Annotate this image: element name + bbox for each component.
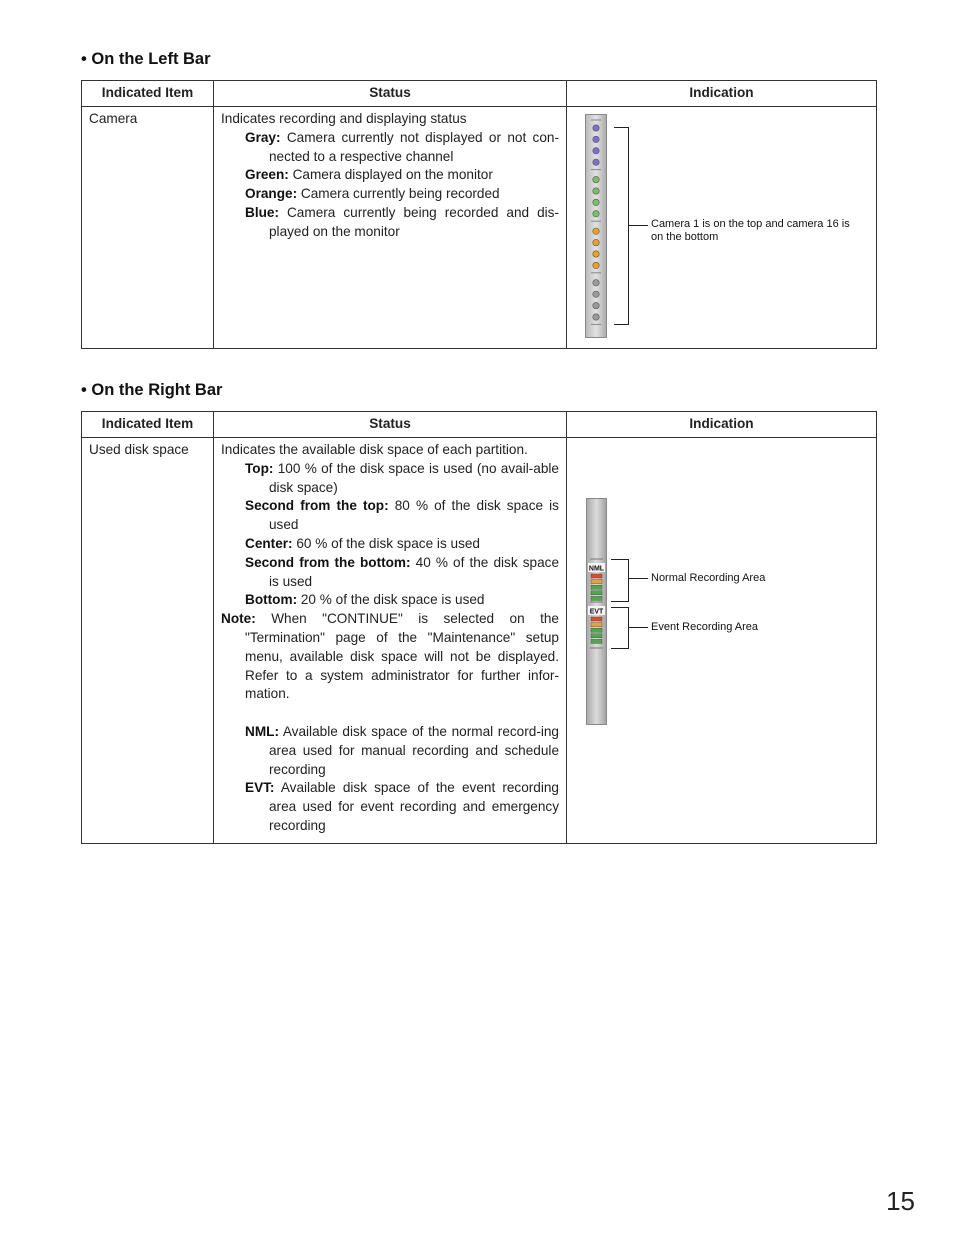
- nml-tag: NML: [588, 565, 605, 573]
- status-intro: Indicates recording and displaying status: [221, 111, 467, 126]
- status-entry-gray: Gray: Camera currently not displayed or not con-nected to a respective channel: [245, 129, 559, 164]
- evt-level-led: [591, 617, 602, 621]
- camera-led-blue: [593, 148, 599, 154]
- status-cell: [214, 438, 567, 844]
- nml-level-led: [591, 580, 602, 584]
- leader-line: [628, 627, 648, 628]
- nml-level-led: [591, 585, 602, 589]
- header-status: Status: [214, 412, 567, 438]
- status-entry-green: Green: Camera displayed on the monitor: [245, 167, 493, 183]
- evt-level-led: [591, 623, 602, 627]
- header-status: Status: [214, 81, 567, 107]
- indication-cell: [567, 107, 877, 349]
- camera-led-blue: [593, 125, 599, 131]
- evt-tag: EVT: [589, 608, 604, 616]
- normal-area-callout: Normal Recording Area: [651, 572, 766, 584]
- table-row: [82, 438, 877, 844]
- camera-led-green: [593, 188, 599, 194]
- nml-level-led: [591, 596, 602, 600]
- leader-line: [628, 225, 648, 226]
- table-header-row: [82, 81, 877, 107]
- camera-led-orange: [593, 228, 599, 234]
- header-indication: Indication: [567, 412, 877, 438]
- camera-range-bracket: [614, 127, 629, 325]
- camera-led-gray: [593, 314, 599, 320]
- status-entry-evt: EVT: Available disk space of the event recording area used for event recording and emergency recording: [245, 780, 559, 833]
- disk-space-bar-image: [586, 498, 607, 725]
- right-bar-table: [81, 411, 877, 844]
- camera-led-gray: [593, 280, 599, 286]
- header-indicated-item: Indicated Item: [82, 412, 214, 438]
- header-indicated-item: Indicated Item: [82, 81, 214, 107]
- camera-led-green: [593, 199, 599, 205]
- camera-led-gray: [593, 302, 599, 308]
- camera-led-green: [593, 176, 599, 182]
- camera-led-blue: [593, 159, 599, 165]
- page-number: 15: [886, 1186, 915, 1216]
- event-area-bracket: [611, 607, 629, 649]
- header-indication: Indication: [567, 81, 877, 107]
- status-entry-second-bottom: Second from the bottom: 40 % of the disk space is used: [245, 554, 559, 589]
- status-entry-nml: NML: Available disk space of the normal record-ing area used for manual recording and schedule recording: [245, 723, 559, 777]
- status-entry-bottom: Bottom: 20 % of the disk space is used: [245, 592, 485, 608]
- status-entry-second-top: Second from the top: 80 % of the disk space is used: [245, 498, 559, 533]
- status-cell: [214, 107, 567, 349]
- event-area-callout: Event Recording Area: [651, 621, 759, 633]
- status-entry-center: Center: 60 % of the disk space is used: [245, 535, 480, 551]
- camera-led-orange: [593, 239, 599, 245]
- table-header-row: [82, 412, 877, 438]
- status-note: Note: When "CONTINUE" is selected on the "Termination" page of the "Maintenance" setup menu, available disk space will not be displayed. Refer to a system administrator for further infor-mation.: [221, 611, 559, 702]
- camera-order-callout: Camera 1 is on the top and camera 16 is on the bottom: [651, 218, 850, 243]
- nml-level-led: [591, 574, 602, 578]
- right-bar-section-title: • On the Right Bar: [81, 381, 223, 399]
- camera-led-orange: [593, 262, 599, 268]
- camera-led-orange: [593, 251, 599, 257]
- table-row: [82, 107, 877, 349]
- camera-led-green: [593, 211, 599, 217]
- evt-level-led: [591, 634, 602, 638]
- camera-led-gray: [593, 291, 599, 297]
- nml-level-led: [591, 591, 602, 595]
- camera-led-blue: [593, 136, 599, 142]
- status-entry-blue: Blue: Camera currently being recorded and dis-played on the monitor: [245, 204, 559, 239]
- indicated-item-used-disk-space: Used disk space: [82, 438, 214, 844]
- status-intro: Indicates the available disk space of each partition.: [221, 442, 528, 457]
- leader-line: [628, 578, 648, 579]
- status-entry-top: Top: 100 % of the disk space is used (no avail-able disk space): [245, 460, 559, 495]
- evt-level-led: [591, 639, 602, 643]
- left-bar-table: [81, 80, 877, 349]
- left-bar-section-title: • On the Left Bar: [81, 50, 211, 68]
- spacer: [221, 704, 559, 723]
- indicated-item-camera: Camera: [82, 107, 214, 349]
- status-entry-orange: Orange: Camera currently being recorded: [245, 186, 500, 202]
- indication-cell: [567, 438, 877, 844]
- normal-area-bracket: [611, 559, 629, 602]
- evt-level-led: [591, 628, 602, 632]
- camera-led-bar-image: [585, 114, 607, 338]
